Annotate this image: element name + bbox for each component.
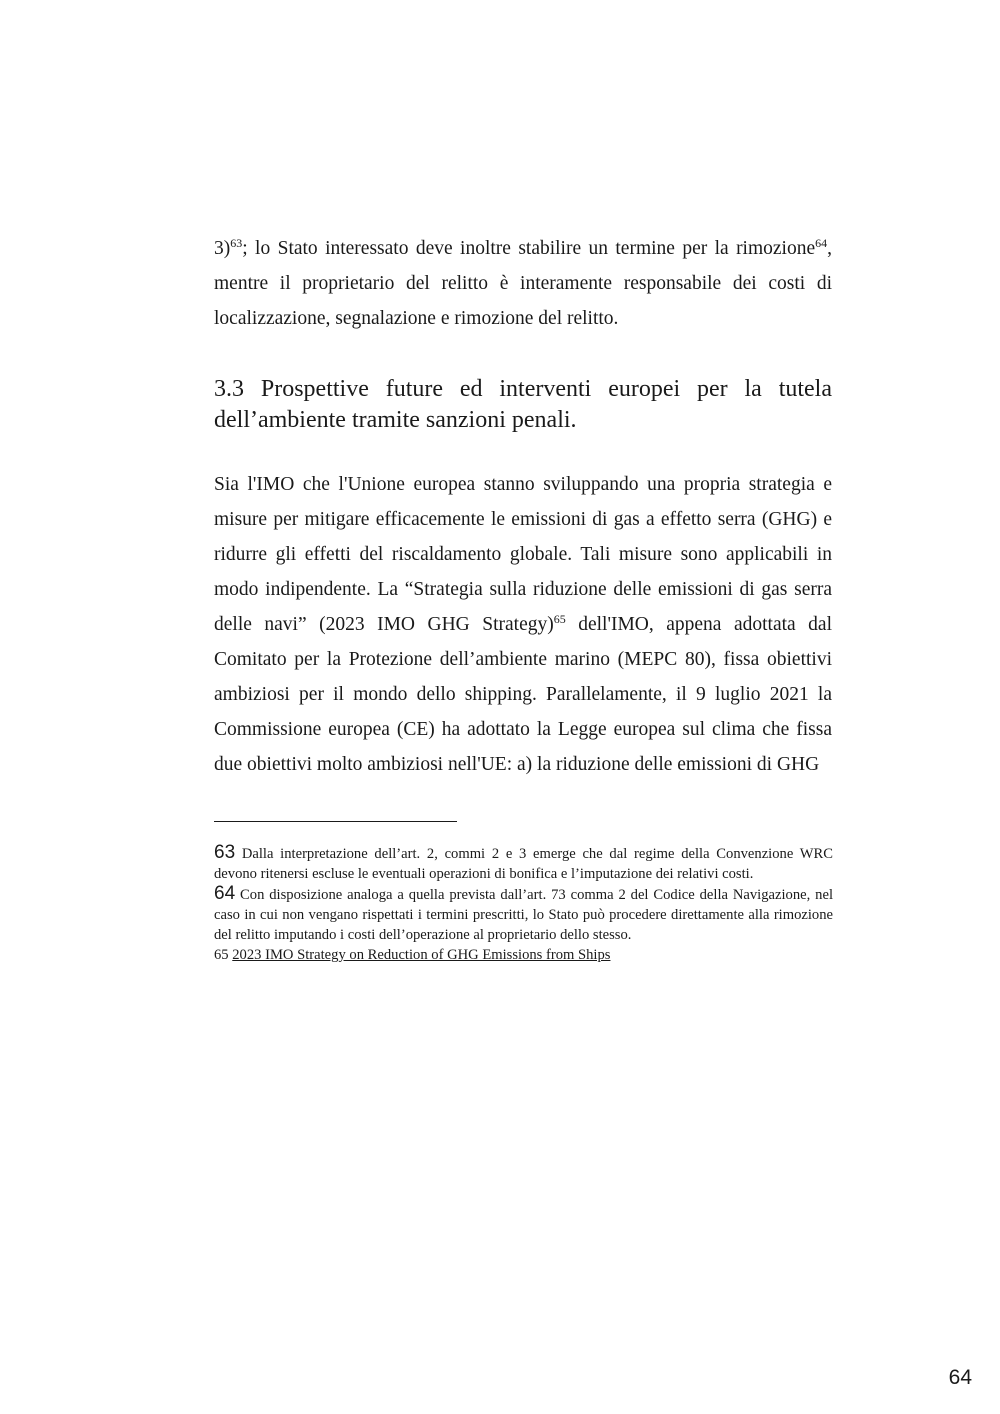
page-number: 64 (948, 1366, 972, 1389)
footnote-divider (214, 821, 457, 822)
paragraph-text: , mentre il proprietario del relitto è interamente responsabile dei costi di localizzazione, segnalazione e rimozione del relitto. (214, 238, 832, 329)
paragraph-text: 3) (214, 238, 231, 259)
paragraph-text: Sia l'IMO che l'Unione europea stanno sviluppando una propria strategia e misure per mitigare efficacemente le emissioni di gas a effetto serra (GHG) e ridurre gli effetti del riscaldamento globale. Tali misure sono applicabili in modo indipendente. La “Strategia sulla riduzione delle emissioni di gas serra delle navi” (2023 IMO GHG Strategy) (214, 474, 832, 635)
footnote-65 (214, 945, 833, 965)
footnote-63 (214, 843, 833, 884)
body-paragraph (214, 231, 832, 336)
footnotes-section (214, 843, 833, 965)
footnote-link[interactable]: 2023 IMO Strategy on Reduction of GHG Emissions from Ships (232, 947, 611, 963)
footnote-reference-65[interactable]: 65 (553, 612, 566, 626)
footnote-64 (214, 884, 833, 945)
body-paragraph (214, 467, 832, 782)
section-heading: 3.3 Prospettive future ed interventi europei per la tutela dell’ambiente tramite sanzioni penali. (214, 376, 832, 433)
footnote-number: 64 (214, 883, 236, 904)
footnote-text: Con disposizione analoga a quella prevista dall’art. 73 comma 2 del Codice della Navigazione, nel caso in cui non vengano rispettati i termini prescritti, lo Stato può procedere direttamente alla rimozione del relitto imputando i costi dell’operazione al proprietario dello stesso. (214, 887, 833, 943)
paragraph-text: dell'IMO, appena adottata dal Comitato per la Protezione dell’ambiente marino (MEPC 80), fissa obiettivi ambiziosi per il mondo dello shipping. Parallelamente, il 9 luglio 2021 la Commissione europea (CE) ha adottato la Legge europea sul clima che fissa due obiettivi molto ambiziosi nell'UE: a) la riduzione delle emissioni di GHG (214, 614, 832, 775)
footnote-number: 65 (214, 947, 229, 963)
footnote-text: Dalla interpretazione dell’art. 2, commi 2 e 3 emerge che dal regime della Convenzione WRC devono ritenersi escluse le eventuali operazioni di bonifica e l’imputazione dei relativi costi. (214, 846, 833, 882)
footnote-number: 63 (214, 842, 236, 863)
footnote-reference-63[interactable]: 63 (230, 236, 243, 250)
footnote-reference-64[interactable]: 64 (815, 236, 828, 250)
paragraph-text: ; lo Stato interessato deve inoltre stabilire un termine per la rimozione (242, 238, 816, 259)
